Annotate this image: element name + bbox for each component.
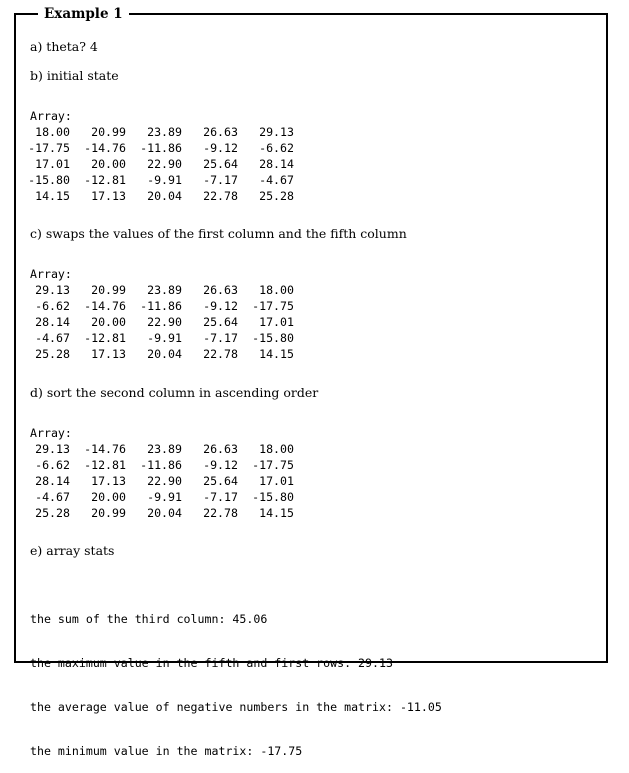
array-cell: -14.76 — [84, 442, 126, 456]
array-cell: 26.63 — [203, 283, 238, 297]
array-cell: 17.01 — [259, 315, 294, 329]
array-cell: 25.64 — [203, 315, 238, 329]
array-cell: 28.14 — [259, 157, 294, 171]
array-cell: -12.81 — [84, 173, 126, 187]
array-cell: 17.13 — [91, 347, 126, 361]
array-block-initial — [30, 108, 294, 204]
array-cell: 23.89 — [147, 125, 182, 139]
array-cell: -14.76 — [84, 299, 126, 313]
array-cell: -9.91 — [147, 331, 182, 345]
array-cell: 20.04 — [147, 506, 182, 520]
array-label: Array: — [30, 109, 72, 123]
array-cell: 28.14 — [35, 474, 70, 488]
section-d-heading: d) sort the second column in ascending order — [30, 385, 319, 400]
array-table — [28, 441, 294, 521]
array-cell: -7.17 — [203, 331, 238, 345]
array-cell: 28.14 — [35, 315, 70, 329]
array-cell: -12.81 — [84, 331, 126, 345]
array-cell: -9.91 — [147, 173, 182, 187]
array-row — [28, 124, 294, 140]
array-cell: 20.00 — [91, 490, 126, 504]
array-cell: 29.13 — [35, 442, 70, 456]
array-row — [28, 441, 294, 457]
array-cell: 26.63 — [203, 125, 238, 139]
array-block-swapped — [30, 266, 294, 362]
array-cell: -9.91 — [147, 490, 182, 504]
array-cell: -17.75 — [252, 458, 294, 472]
array-cell: -15.80 — [28, 173, 70, 187]
array-cell: 22.90 — [147, 474, 182, 488]
array-cell: 20.99 — [91, 506, 126, 520]
array-row — [28, 457, 294, 473]
array-cell: 14.15 — [259, 506, 294, 520]
array-cell: 23.89 — [147, 283, 182, 297]
array-cell: 17.13 — [91, 474, 126, 488]
array-cell: -17.75 — [252, 299, 294, 313]
array-cell: 29.13 — [259, 125, 294, 139]
stats-block — [30, 583, 442, 773]
array-cell: 22.90 — [147, 157, 182, 171]
array-cell: 20.04 — [147, 189, 182, 203]
array-cell: 17.01 — [259, 474, 294, 488]
array-table — [28, 282, 294, 362]
array-cell: 18.00 — [35, 125, 70, 139]
array-cell: -4.67 — [259, 173, 294, 187]
section-a-heading: a) theta? 4 — [30, 39, 98, 54]
array-cell: 22.78 — [203, 506, 238, 520]
array-cell: -6.62 — [35, 458, 70, 472]
array-row — [28, 346, 294, 362]
section-e-heading: e) array stats — [30, 543, 115, 558]
array-cell: 22.90 — [147, 315, 182, 329]
array-block-sorted — [30, 425, 294, 521]
array-cell: 20.00 — [91, 157, 126, 171]
array-cell: 14.15 — [35, 189, 70, 203]
array-cell: -7.17 — [203, 173, 238, 187]
array-label: Array: — [30, 426, 72, 440]
array-cell: -7.17 — [203, 490, 238, 504]
array-table — [28, 124, 294, 204]
array-cell: -11.86 — [140, 141, 182, 155]
array-cell: -14.76 — [84, 141, 126, 155]
array-cell: -17.75 — [28, 141, 70, 155]
array-label: Array: — [30, 267, 72, 281]
array-cell: 29.13 — [35, 283, 70, 297]
array-cell: -9.12 — [203, 458, 238, 472]
array-row — [28, 298, 294, 314]
array-cell: -15.80 — [252, 331, 294, 345]
array-row — [28, 172, 294, 188]
array-cell: -6.62 — [259, 141, 294, 155]
array-cell: 20.00 — [91, 315, 126, 329]
array-row — [28, 282, 294, 298]
array-cell: -11.86 — [140, 458, 182, 472]
array-cell: 14.15 — [259, 347, 294, 361]
array-cell: 25.28 — [35, 506, 70, 520]
array-row — [28, 330, 294, 346]
array-cell: -4.67 — [35, 490, 70, 504]
array-cell: 26.63 — [203, 442, 238, 456]
array-cell: 25.28 — [259, 189, 294, 203]
section-b-heading: b) initial state — [30, 68, 119, 83]
array-cell: 18.00 — [259, 283, 294, 297]
array-cell: 17.13 — [91, 189, 126, 203]
array-cell: 22.78 — [203, 347, 238, 361]
array-cell: -11.86 — [140, 299, 182, 313]
array-cell: 18.00 — [259, 442, 294, 456]
array-cell: 20.04 — [147, 347, 182, 361]
array-cell: 25.28 — [35, 347, 70, 361]
array-cell: -12.81 — [84, 458, 126, 472]
stat-line-max: the maximum value in the fifth and first rows: 29.13 — [30, 656, 393, 670]
stat-line-sum: the sum of the third column: 45.06 — [30, 612, 268, 626]
array-row — [28, 473, 294, 489]
array-row — [28, 156, 294, 172]
array-row — [28, 314, 294, 330]
array-cell: 20.99 — [91, 283, 126, 297]
array-row — [28, 140, 294, 156]
stat-line-min: the minimum value in the matrix: -17.75 — [30, 744, 303, 758]
section-c-heading: c) swaps the values of the first column and the fifth column — [30, 226, 407, 241]
stat-line-average: the average value of negative numbers in the matrix: -11.05 — [30, 700, 442, 714]
array-cell: 20.99 — [91, 125, 126, 139]
array-row — [28, 505, 294, 521]
array-row — [28, 188, 294, 204]
array-cell: 25.64 — [203, 474, 238, 488]
array-cell: -4.67 — [35, 331, 70, 345]
array-cell: 22.78 — [203, 189, 238, 203]
array-cell: 25.64 — [203, 157, 238, 171]
array-cell: -9.12 — [203, 299, 238, 313]
array-cell: -6.62 — [35, 299, 70, 313]
array-row — [28, 489, 294, 505]
array-cell: -9.12 — [203, 141, 238, 155]
array-cell: 23.89 — [147, 442, 182, 456]
array-cell: 17.01 — [35, 157, 70, 171]
example-title: Example 1 — [38, 5, 129, 23]
array-cell: -15.80 — [252, 490, 294, 504]
